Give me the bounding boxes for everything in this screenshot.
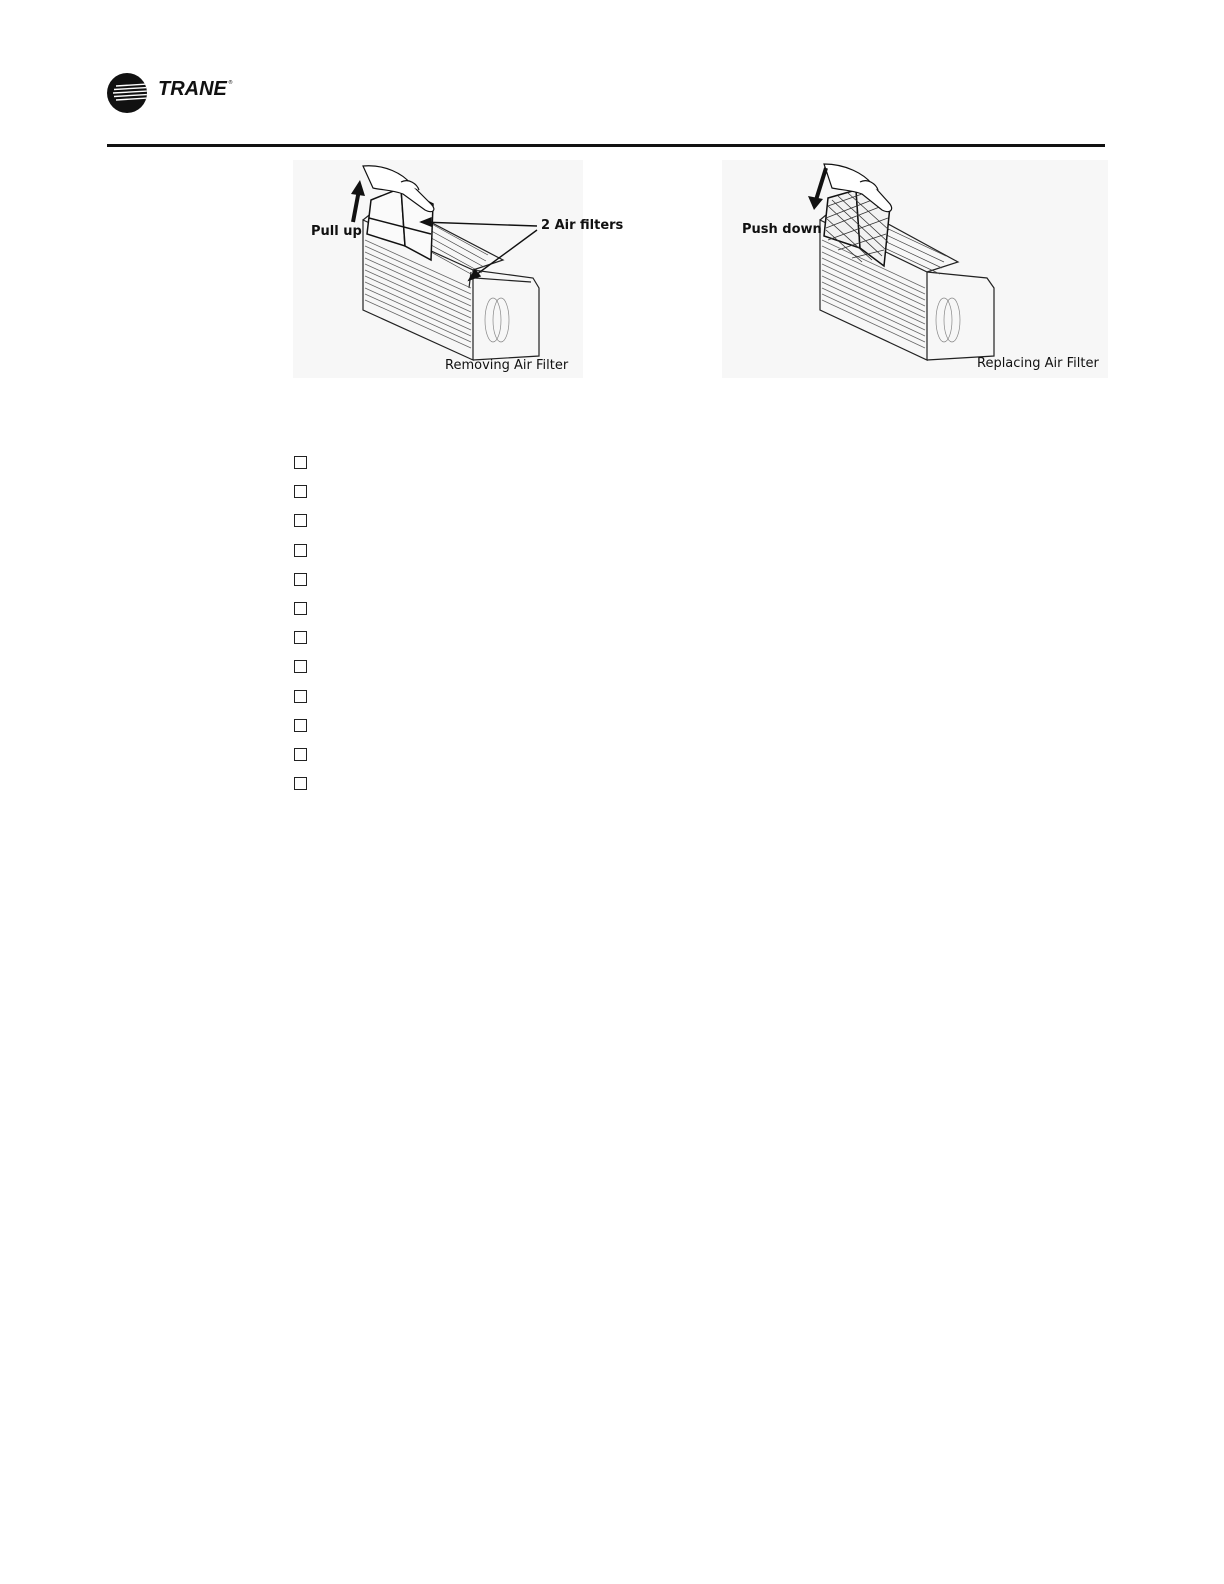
push-down-label: Push down <box>742 222 822 237</box>
checkbox[interactable] <box>294 602 307 615</box>
replacing-caption: Replacing Air Filter <box>977 356 1099 371</box>
header-rule <box>107 144 1105 147</box>
registered-mark: ® <box>228 80 233 86</box>
replacing-filter-illustration <box>722 160 1108 378</box>
checkbox[interactable] <box>294 456 307 469</box>
checkbox[interactable] <box>294 514 307 527</box>
checkbox[interactable] <box>294 690 307 703</box>
checkbox[interactable] <box>294 631 307 644</box>
trane-logo <box>106 72 246 114</box>
figure-replacing-air-filter <box>722 160 1108 378</box>
air-filters-callout: 2 Air filters <box>541 218 624 233</box>
checkbox[interactable] <box>294 544 307 557</box>
removing-caption: Removing Air Filter <box>445 358 569 373</box>
checkbox[interactable] <box>294 777 307 790</box>
pull-up-label: Pull up <box>311 224 362 239</box>
checkbox[interactable] <box>294 748 307 761</box>
figure-removing-air-filter <box>293 160 624 378</box>
checkbox[interactable] <box>294 485 307 498</box>
trane-globe-icon <box>106 72 150 114</box>
brand-wordmark: TRANE <box>158 78 227 100</box>
removing-filter-illustration <box>293 160 583 378</box>
checkbox[interactable] <box>294 573 307 586</box>
checkbox[interactable] <box>294 719 307 732</box>
checkbox[interactable] <box>294 660 307 673</box>
